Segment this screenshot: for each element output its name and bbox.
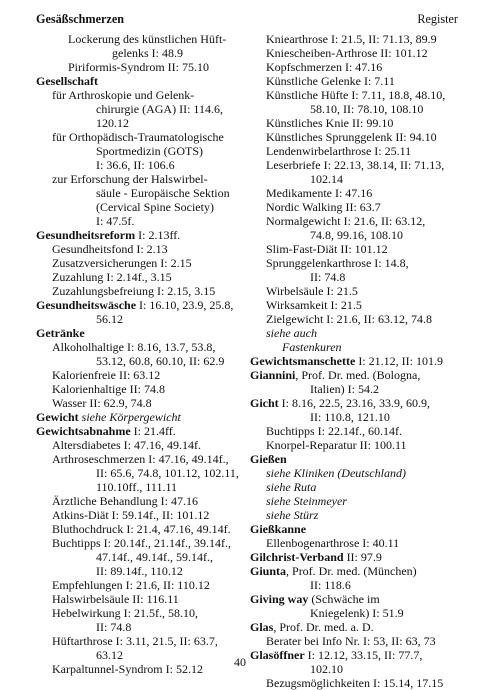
index-entry-text: Slim-Fast-Diät II: 101.12 [266,242,388,256]
index-entry-line [36,74,236,88]
index-entry-line [250,228,465,242]
index-entry-line [36,340,236,354]
index-entry-line [36,606,236,620]
index-entry-line [36,214,236,228]
index-entry-line [36,634,236,648]
index-entry-text: 53.12, 60.8, 60.10, II: 62.9 [96,354,225,368]
index-entry-line [36,396,236,410]
index-entry-line [250,368,465,382]
index-entry-text: Lockerung des künstlichen Hüft- [68,32,227,46]
index-entry-line [36,284,236,298]
index-entry-line [250,438,465,452]
index-entry-line [250,410,465,424]
index-entry-line [250,256,465,270]
index-entry-text: Künstliches Knie II: 99.10 [266,116,394,130]
index-entry-line [36,620,236,634]
index-entry-text: Wirbelsäule I: 21.5 [266,284,358,298]
index-headword: Giannini [250,368,296,382]
index-entry-text: Halswirbelsäule II: 116.11 [52,592,179,606]
cross-reference: siehe auch [266,326,317,340]
cross-reference: siehe Kliniken (Deutschland) [266,466,406,480]
index-entry-text: II: 97.9 [343,550,382,564]
index-entry-text: Zuzahlung I: 2.14f., 3.15 [52,270,172,284]
index-entry-text: Kniescheiben-Arthrose II: 101.12 [266,46,428,60]
index-entry-text: säule - Europäische Sektion [96,186,230,200]
index-entry-line [250,354,465,368]
index-entry-text: Sportmedizin (GOTS) [96,144,203,158]
index-entry-line [36,466,239,480]
index-entry-text: 102.14 [310,172,343,186]
index-entry-line [36,368,236,382]
index-entry-line [250,284,465,298]
index-entry-line [250,536,465,550]
index-entry-line [250,116,465,130]
index-entry-text: Altersdiabetes I: 47.16, 49.14f. [52,438,201,452]
index-entry-line [250,312,465,326]
index-entry-line [36,508,236,522]
index-entry-line [250,242,465,256]
index-entry-text: Piriformis-Syndrom II: 75.10 [68,60,209,74]
index-entry-line [36,550,236,564]
index-entry-line [250,172,465,186]
index-entry-text: I: 21.12, II: 101.9 [355,354,443,368]
index-entry-text: I: 12.12, 33.15, II: 77.7, [304,648,423,662]
index-entry-line [250,74,465,88]
index-headword: Gewichtsabnahme [36,424,131,438]
index-entry-text: II: 89.14f., 110.12 [96,564,183,578]
index-entry-text: II: 74.8 [310,270,346,284]
index-entry-line [36,242,236,256]
index-entry-line [36,256,236,270]
index-entry-text: I: 21.4ff. [130,424,176,438]
index-entry-text: Arthroseschmerzen I: 47.16, 49.14f., [52,452,229,466]
index-headword: Glas [250,620,274,634]
index-headword: Gewicht [36,410,79,424]
index-entry-text: Künstliche Hüfte I: 7.11, 18.8, 48.10, [266,88,446,102]
index-entry-text: Bluthochdruck I: 21.4, 47.16, 49.14f. [52,522,231,536]
index-entry-line [36,578,236,592]
index-entry-text: Leserbriefe I: 22.13, 38.14, II: 71.13, [266,158,445,172]
index-entry-line [36,102,236,116]
cross-reference: siehe Körpergewicht [78,410,181,424]
index-headword: Giunta [250,564,287,578]
index-entry-line [250,508,465,522]
index-entry-line [36,438,236,452]
index-entry-text: Medikamente I: 47.16 [266,186,373,200]
index-entry-line [250,186,465,200]
index-entry-line [36,312,236,326]
index-entry-text: Kopfschmerzen I: 47.16 [266,60,383,74]
index-entry-line [36,60,236,74]
cross-reference: siehe Stürz [266,508,319,522]
index-entry-line [250,88,465,102]
index-entry-text: Kniegelenk) I: 51.9 [310,606,404,620]
index-entry-text: , Prof. Dr. med. (Bologna, [295,368,421,382]
index-entry-line [250,592,465,606]
cross-reference: Fastenkuren [282,340,342,354]
index-entry-line [250,158,465,172]
index-entry-text: , Prof. Dr. med. (München) [286,564,417,578]
index-entry-line [250,102,465,116]
index-entry-line [250,382,465,396]
index-entry-text: zur Erforschung der Halswirbel- [52,172,208,186]
index-entry-text: Knorpel-Reparatur II: 100.11 [266,438,407,452]
index-entry-line [250,634,465,648]
index-entry-text: Zuzahlungsbefreiung I: 2.15, 3.15 [52,284,216,298]
index-headword: Gilchrist-Verband [250,550,344,564]
cross-reference: siehe Steinmeyer [266,494,347,508]
index-entry-text: Buchtipps I: 20.14f., 21.14f., 39.14f., [52,536,231,550]
index-entry-text: 58.10, II: 78.10, 108.10 [310,102,424,116]
index-entry-text: für Orthopädisch-Traumatologische [52,130,224,144]
index-entry-line [36,200,236,214]
index-entry-text: Künstliches Sprunggelenk II: 94.10 [266,130,437,144]
index-entry-line [250,46,465,60]
index-entry-line [36,522,236,536]
index-entry-line [36,494,236,508]
index-entry-line [36,172,236,186]
index-entry-line [36,382,236,396]
index-headword: Gießkanne [250,522,307,536]
index-entry-text: 63.12 [96,648,123,662]
index-entry-line [250,200,465,214]
index-entry-text: Buchtipps I: 22.14f., 60.14f. [266,424,402,438]
index-entry-line [36,480,236,494]
page-number: 40 [234,655,246,669]
index-entry-line [250,480,465,494]
index-entry-line [36,424,236,438]
index-entry-line [250,606,465,620]
index-entry-line [250,214,465,228]
index-entry-text: I: 2.13ff. [135,228,181,242]
running-header-title: Gesäßschmerzen [36,12,125,26]
index-entry-text: Bezugsmöglichkeiten I: 15.14, 17.15 [266,676,444,690]
index-entry-line [36,564,236,578]
index-entry-text: 102.10 [310,662,343,676]
index-entry-text: (Cervical Spine Society) [96,200,214,214]
index-entry-line [250,494,465,508]
index-headword: Glasöffner [250,648,305,662]
index-entry-text: (Schwäche im [308,592,380,606]
index-headword: Gesundheitsreform [36,228,136,242]
index-entry-line [36,88,236,102]
index-entry-line [36,46,236,60]
index-entry-text: Atkins-Diät I: 59.14f., II: 101.12 [52,508,210,522]
index-entry-text: II: 110.8, 121.10 [310,410,390,424]
index-entry-line [250,676,465,690]
index-entry-text: 56.12 [96,312,123,326]
index-entry-text: Italien) I: 54.2 [310,382,379,396]
index-entry-text: II: 65.6, 74.8, 101.12, 102.11, [96,466,239,480]
index-entry-text: Hüftarthrose I: 3.11, 21.5, II: 63.7, [52,634,218,648]
index-entry-text: Empfehlungen I: 21.6, II: 110.12 [52,578,210,592]
index-entry-text: II: 74.8 [96,620,132,634]
index-entry-line [36,354,236,368]
index-entry-text: Sprunggelenkarthrose I: 14.8, [266,256,409,270]
index-entry-text: Nordic Walking II: 63.7 [266,200,381,214]
index-entry-line [36,536,236,550]
index-entry-line [36,186,236,200]
index-entry-text: gelenks I: 48.9 [112,46,183,60]
index-entry-line [250,466,465,480]
index-entry-text: 110.10ff., 111.11 [96,480,177,494]
index-entry-line [250,452,465,466]
index-entry-text: Zielgewicht I: 21.6, II: 63.12, 74.8 [266,312,432,326]
index-entry-line [250,340,465,354]
index-entry-text: Alkoholhaltige I: 8.16, 13.7, 53.8, [52,340,216,354]
index-entry-text: für Arthroskopie und Gelenk- [52,88,195,102]
index-entry-text: I: 36.6, II: 106.6 [96,158,175,172]
index-entry-text: Gesundheitsfond I: 2.13 [52,242,168,256]
index-entry-line [250,32,465,46]
index-headword: Gesundheitswäsche [36,298,137,312]
index-headword: Gicht [250,396,279,410]
index-entry-line [250,620,465,634]
index-entry-text: I: 16.10, 23.9, 25.8, [136,298,234,312]
index-entry-line [250,298,465,312]
index-entry-line [36,158,236,172]
index-entry-line [36,298,236,312]
index-entry-line [250,326,465,340]
index-entry-text: II: 118.6 [310,578,351,592]
index-entry-text: chirurgie (AGA) II: 114.6, [96,102,223,116]
index-entry-line [250,60,465,74]
index-entry-text: Wirksamkeit I: 21.5 [266,298,362,312]
index-headword: Gesellschaft [36,74,98,88]
index-headword: Gewichtsmanschette [250,354,356,368]
index-entry-text: 47.14f., 49.14f., 59.14f., [96,550,213,564]
index-headword: Gießen [250,452,287,466]
index-entry-line [250,522,465,536]
index-entry-line [250,564,465,578]
index-entry-text: I: 47.5f. [96,214,135,228]
index-column-left [36,32,239,676]
cross-reference: siehe Ruta [266,480,317,494]
index-column-right [250,32,465,690]
index-entry-text: Berater bei Info Nr. I: 53, II: 63, 73 [266,634,436,648]
index-entry-line [250,144,465,158]
index-entry-text: I: 8.16, 22.5, 23.16, 33.9, 60.9, [278,396,431,410]
index-entry-text: Karpaltunnel-Syndrom I: 52.12 [52,662,203,676]
index-entry-line [36,116,236,130]
index-entry-text: , Prof. Dr. med. a. D. [273,620,374,634]
index-entry-line [36,452,236,466]
index-entry-line [250,396,465,410]
index-entry-line [250,550,465,564]
running-header-section: Register [417,12,458,26]
index-entry-line [250,424,465,438]
index-entry-line [36,130,236,144]
index-entry-text: Kalorienfreie II: 63.12 [52,368,161,382]
index-entry-line [36,228,236,242]
index-headword: Getränke [36,326,85,340]
index-headword: Giving way [250,592,309,606]
index-entry-text: Künstliche Gelenke I: 7.11 [266,74,395,88]
index-entry-line [36,144,236,158]
index-entry-line [36,270,236,284]
index-entry-text: Normalgewicht I: 21.6, II: 63.12, [266,214,426,228]
index-entry-line [250,578,465,592]
index-entry-text: Wasser II: 62.9, 74.8 [52,396,152,410]
index-entry-text: 74.8, 99.16, 108.10 [310,228,403,242]
index-entry-text: Ellenbogenarthrose I: 40.11 [266,536,400,550]
index-entry-text: 120.12 [96,116,129,130]
index-entry-text: Kniearthrose I: 21.5, II: 71.13, 89.9 [266,32,437,46]
index-entry-text: Zusatzversicherungen I: 2.15 [52,256,192,270]
index-entry-text: Hebelwirkung I: 21.5f., 58.10, [52,606,198,620]
index-entry-text: Lendenwirbelarthrose I: 25.11 [266,144,412,158]
index-entry-line [250,130,465,144]
index-entry-text: Ärztliche Behandlung I: 47.16 [52,494,198,508]
index-entry-line [36,592,236,606]
index-entry-line [250,270,465,284]
index-entry-text: Kalorienhaltige II: 74.8 [52,382,165,396]
index-entry-line [36,32,236,46]
index-entry-line [36,326,236,340]
index-entry-line [36,410,236,424]
